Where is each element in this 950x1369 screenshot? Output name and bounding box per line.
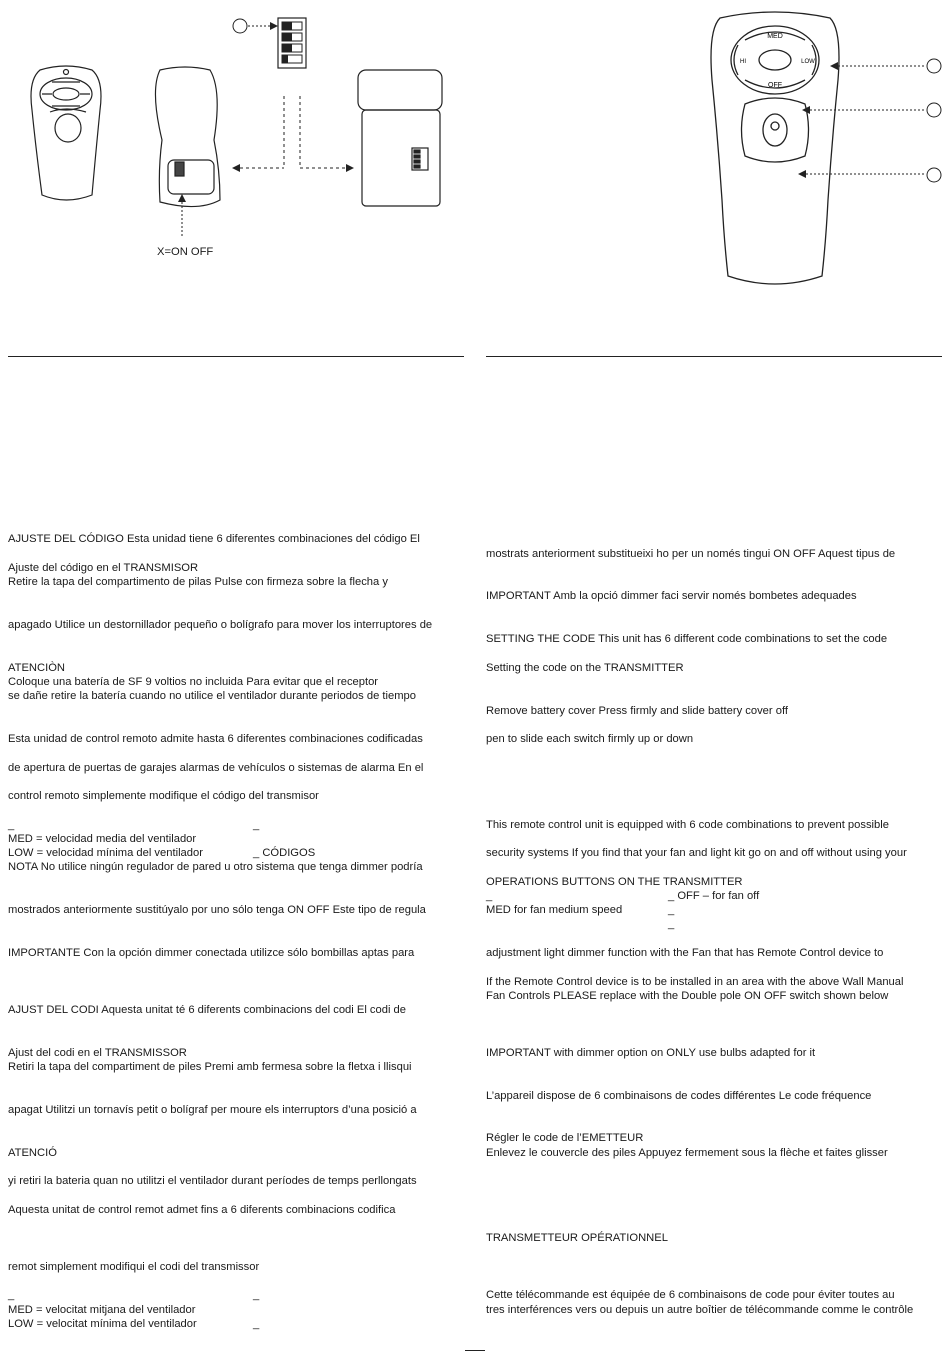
label-med: MED [767, 33, 783, 40]
text-line: pen to slide each switch firmly up or down [486, 733, 694, 745]
text-line: remot simplement modifiqui el codi del transmissor [8, 1261, 260, 1273]
text-line: control remoto simplemente modifique el código del transmisor [8, 790, 319, 802]
label-off: OFF [768, 82, 782, 89]
text-line: LOW = velocidad mínima del ventilador [8, 847, 203, 859]
text-line: Setting the code on the TRANSMITTER [486, 662, 684, 674]
text-line: se dañe retire la batería cuando no utilice el ventilador durante periodos de tiempo [8, 690, 416, 702]
text-line: Ajust del codi en el TRANSMISSOR [8, 1047, 187, 1059]
text-line: SETTING THE CODE This unit has 6 different code combinations to set the code [486, 633, 888, 645]
aside-mark: _ [253, 819, 260, 831]
text-line: Remove battery cover Press firmly and slide battery cover off [486, 705, 788, 717]
text-line: IMPORTANTE Con la opción dimmer conectada utilizce sólo bombillas aptas para [8, 947, 415, 959]
receiver-box [358, 70, 442, 206]
text-line: Coloque una batería de SF 9 voltios no incluida Para evitar que el receptor [8, 676, 379, 688]
text-line: OPERATIONS BUTTONS ON THE TRANSMITTER [486, 876, 743, 888]
text-line: _ [8, 819, 15, 831]
text-line: ATENCIÒN [8, 662, 65, 674]
text-line: IMPORTANT Amb la opció dimmer faci servir només bombetes adequades [486, 590, 857, 602]
text-line: Retiri la tapa del compartiment de piles Premi amb fermesa sobre la fletxa i llisqui [8, 1061, 412, 1073]
text-line: security systems If you find that your fan and light kit go on and off without using your [486, 847, 907, 859]
text-line: de apertura de puertas de garajes alarmas de vehículos o sistemas de alarma En el [8, 762, 424, 774]
aside-mark: _ CÓDIGOS [253, 847, 316, 859]
text-line: apagat Utilitzi un tornavís petit o bolígraf per moure els interruptors d’una posició a [8, 1104, 417, 1116]
text-line: L’appareil dispose de 6 combinaisons de codes différentes Le code fréquence [486, 1090, 872, 1102]
text-line: Retire la tapa del compartimento de pilas Pulse con firmeza sobre la flecha y [8, 576, 388, 588]
label-x-on-off: X=ON OFF [157, 246, 214, 258]
text-line: MED = velocitat mitjana del ventilador [8, 1304, 196, 1316]
aside-mark: _ OFF – for fan off [668, 890, 760, 902]
text-line: Enlevez le couvercle des piles Appuyez fermement sous la flèche et faites glisser [486, 1147, 888, 1159]
aside-mark: _ [253, 1318, 260, 1330]
text-line: Cette télécommande est équipée de 6 combinaisons de code pour éviter toutes au [486, 1289, 895, 1301]
text-line: TRANSMETTEUR OPÉRATIONNEL [486, 1232, 668, 1244]
text-line: _ [8, 1289, 15, 1301]
text-line: MED = velocidad media del ventilador [8, 833, 197, 845]
dip-switch-block [278, 18, 306, 68]
text-line: mostrados anteriormente sustitúyalo por uno sólo tenga ON OFF Este tipo de regula [8, 904, 426, 916]
text-line: mostrats anteriorment substitueixi ho per un només tingui ON OFF Aquest tipus de [486, 548, 896, 560]
text-line: MED for fan medium speed [486, 904, 623, 916]
text-line: adjustment light dimmer function with the Fan that has Remote Control device to [486, 947, 884, 959]
remote-diagram [0, 0, 950, 300]
text-line: Esta unidad de control remoto admite hasta 6 diferentes combinaciones codificadas [8, 733, 423, 745]
footer-mark [465, 1350, 485, 1351]
text-line: NOTA No utilice ningún regulador de pared u otro sistema que tenga dimmer podría [8, 861, 423, 873]
small-remote-front [31, 66, 101, 200]
text-line: tres interférences vers ou depuis un autre boîtier de télécommande comme le contrôle [486, 1304, 914, 1316]
text-line: LOW = velocitat mínima del ventilador [8, 1318, 197, 1330]
text-line: If the Remote Control device is to be installed in an area with the above Wall Manual [486, 976, 904, 988]
text-line: apagado Utilice un destornillador pequeño o bolígrafo para mover los interruptores de [8, 619, 433, 631]
aside-mark: _ [253, 1289, 260, 1301]
left-rule [8, 356, 464, 357]
text-line: This remote control unit is equipped with 6 code combinations to prevent possible [486, 819, 889, 831]
label-low: LOW [801, 59, 815, 65]
text-line: ATENCIÓ [8, 1147, 57, 1159]
text-line: IMPORTANT with dimmer option on ONLY use bulbs adapted for it [486, 1047, 816, 1059]
text-line: _ [486, 890, 493, 902]
label-hi: HI [740, 59, 746, 65]
large-remote [711, 12, 839, 284]
right-rule [486, 356, 942, 357]
text-line: Fan Controls PLEASE replace with the Double pole ON OFF switch shown below [486, 990, 889, 1002]
text-line: Aquesta unitat de control remot admet fins a 6 diferents combinacions codifica [8, 1204, 396, 1216]
text-line: yi retiri la bateria quan no utilitzi el ventilador durant períodes de temps perllongats [8, 1175, 417, 1187]
text-line: AJUST DEL CODI Aquesta unitat té 6 diferents combinacions del codi El codi de [8, 1004, 406, 1016]
text-line: Régler le code de l’EMETTEUR [486, 1132, 644, 1144]
text-line: Ajuste del código en el TRANSMISOR [8, 562, 199, 574]
text-line: AJUSTE DEL CÓDIGO Esta unidad tiene 6 diferentes combinaciones del código El [8, 533, 420, 545]
callout-lines [798, 59, 941, 182]
aside-mark: _ [668, 918, 675, 930]
aside-mark: _ [668, 904, 675, 916]
remote-back [155, 67, 220, 207]
